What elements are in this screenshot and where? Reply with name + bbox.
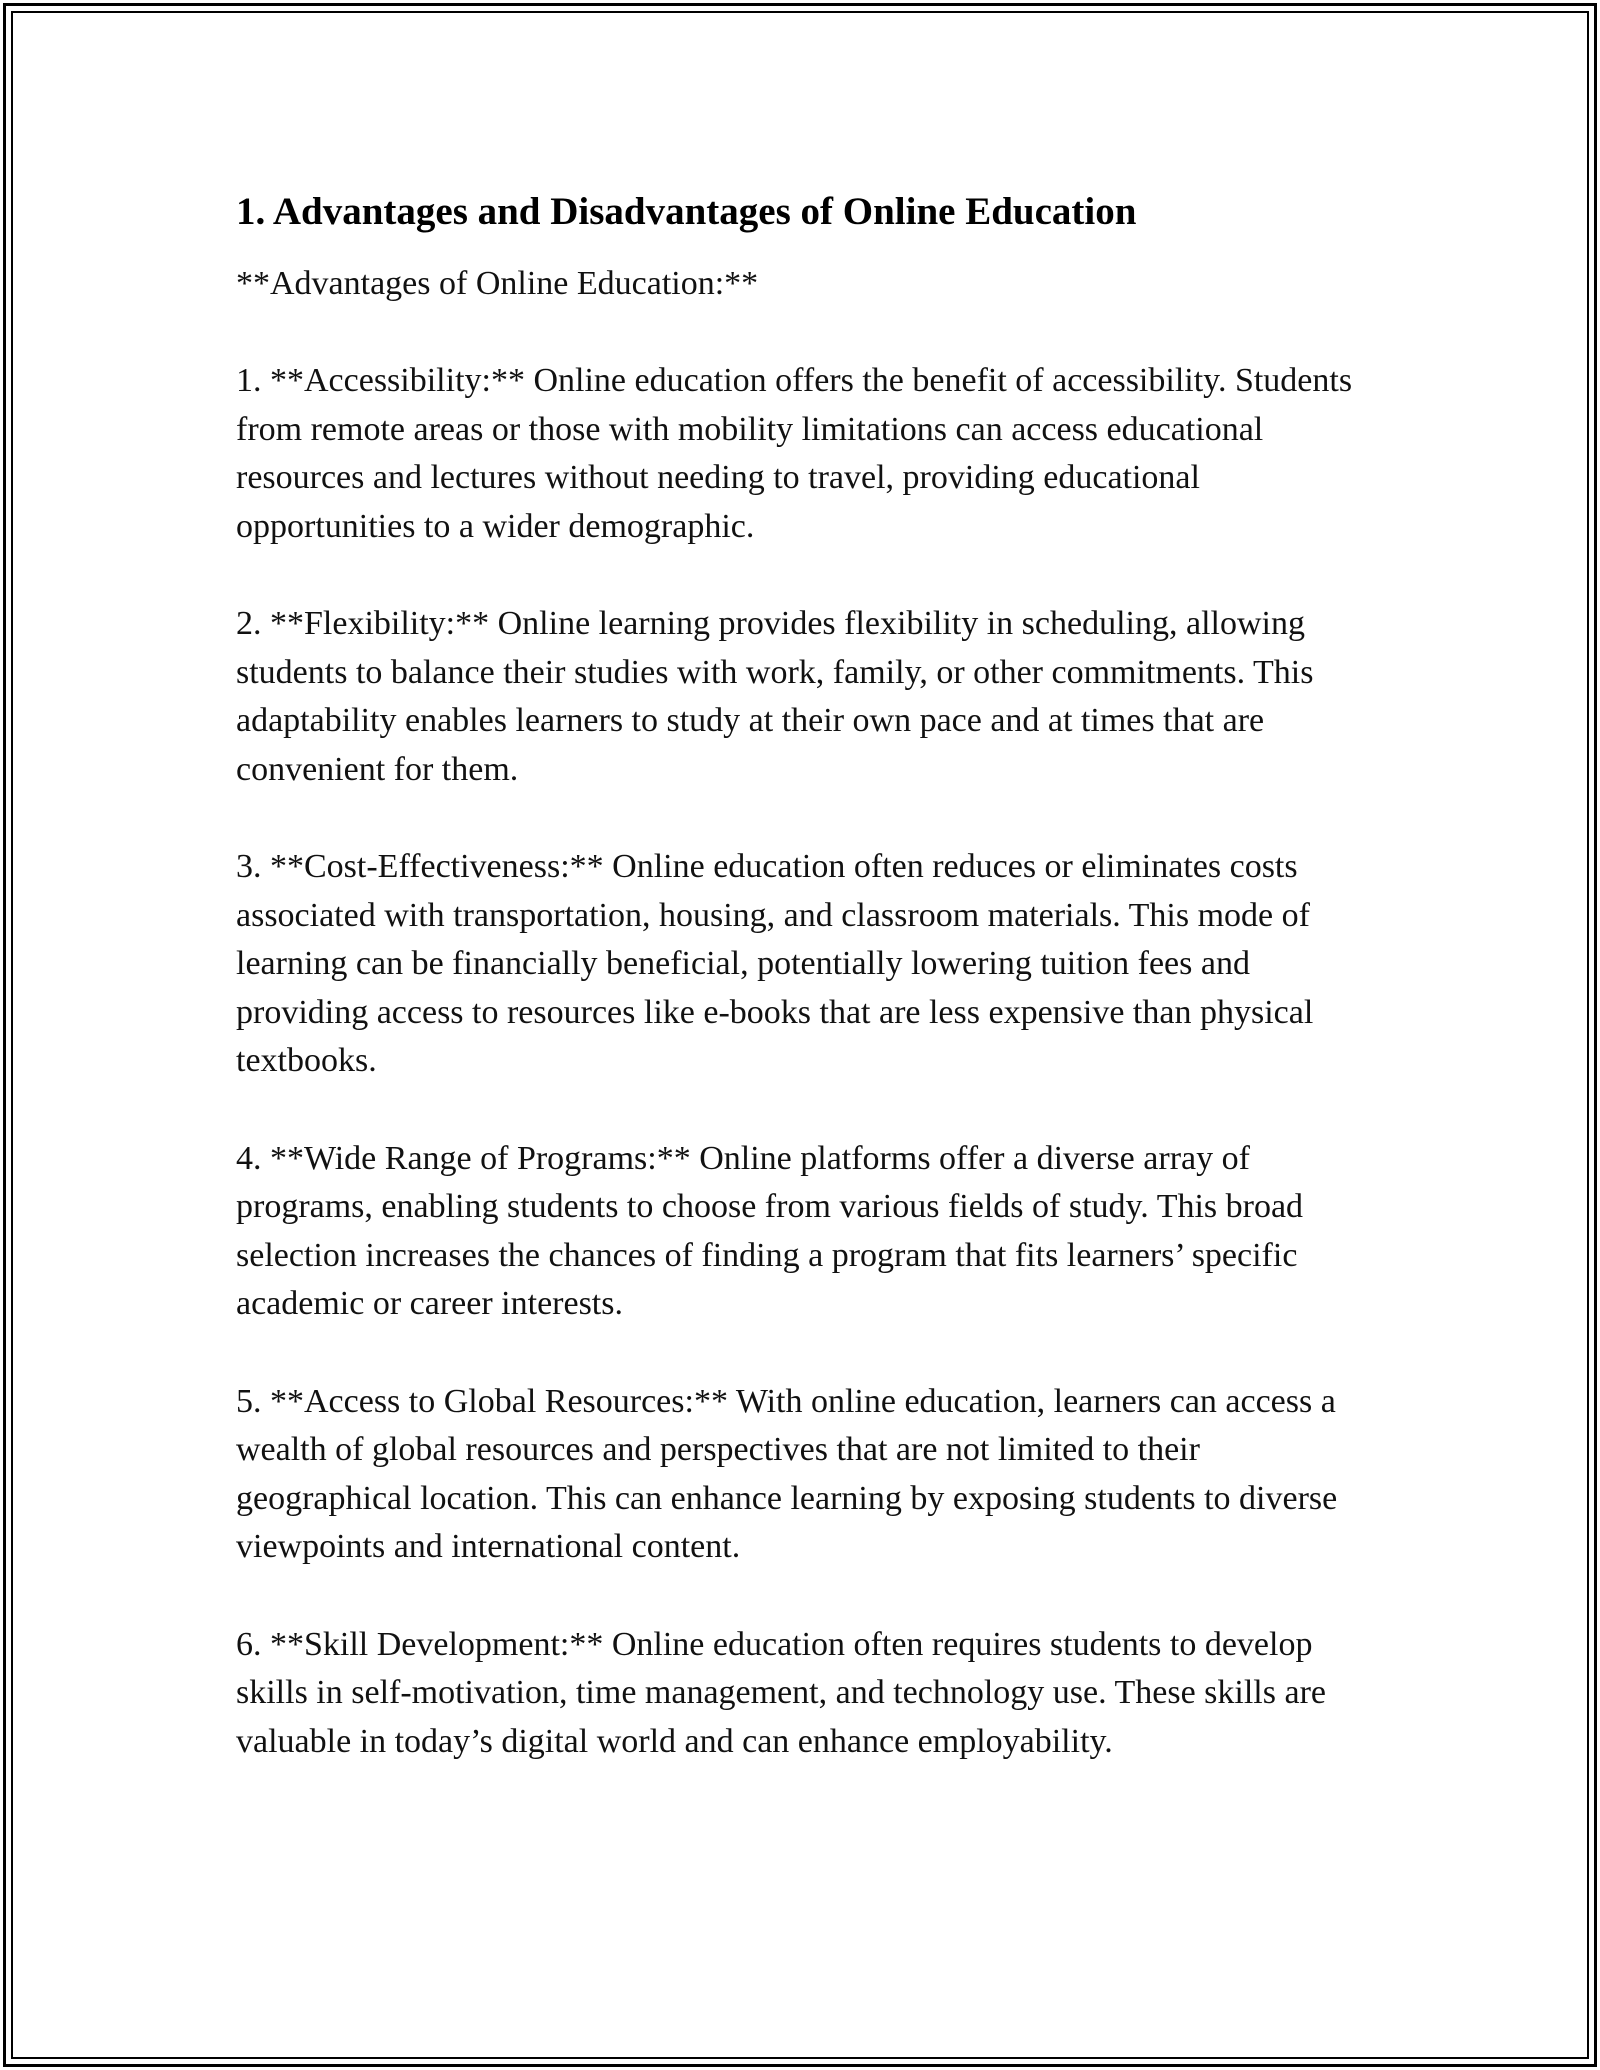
advantage-item-flexibility [236,600,1366,794]
advantage-item-global-resources [236,1378,1366,1572]
item-label: 4. **Wide Range of Programs:** [236,1139,691,1177]
item-label: 5. **Access to Global Resources:** [236,1382,728,1420]
item-text: With online education, learners can access a wealth of global resources and perspectives that are not limited to their geographical location. This can enhance learning by exposing students to diverse viewpoints and international content. [236,1382,1338,1565]
section-heading-advantages: **Advantages of Online Education:** [236,265,759,302]
item-label: 1. **Accessibility:** [236,362,525,399]
item-label: 6. **Skill Development:** [236,1625,604,1663]
advantage-item-cost-effectiveness [236,843,1366,1086]
item-text: Online education often requires students to develop skills in self-motivation, time management, and technology use. These skills are valuable in today’s digital world and can enhance employability. [236,1625,1326,1760]
item-text: Online education offers the benefit of accessibility. Students from remote areas or those with mobility limitations can access educational resources and lectures without needing to travel, providing educational opportunities to a wider demographic. [236,362,1353,545]
item-text: Online education often reduces or eliminates costs associated with transportation, housing, and classroom materials. This mode of learning can be financially beneficial, potentially lowering tuition fees and providing access to resources like e-books that are less expensive than physical textbooks. [236,848,1314,1079]
advantage-item-wide-range-of-programs [236,1135,1366,1329]
item-label: 3. **Cost-Effectiveness:** [236,848,604,885]
document-body [236,186,1366,1766]
document-title: 1. Advantages and Disadvantages of Online Education [236,190,1137,233]
item-label: 2. **Flexibility:** [236,605,490,642]
advantage-item-accessibility [236,357,1366,551]
item-text: Online platforms offer a diverse array of programs, enabling students to choose from various fields of study. This broad selection increases the chances of finding a program that fits learners’ specific academic or career interests. [236,1139,1304,1322]
advantage-item-skill-development [236,1621,1366,1767]
item-text: Online learning provides flexibility in scheduling, allowing students to balance their studies with work, family, or other commitments. This adaptability enables learners to study at their own pace and at times that are convenient for them. [236,605,1314,788]
